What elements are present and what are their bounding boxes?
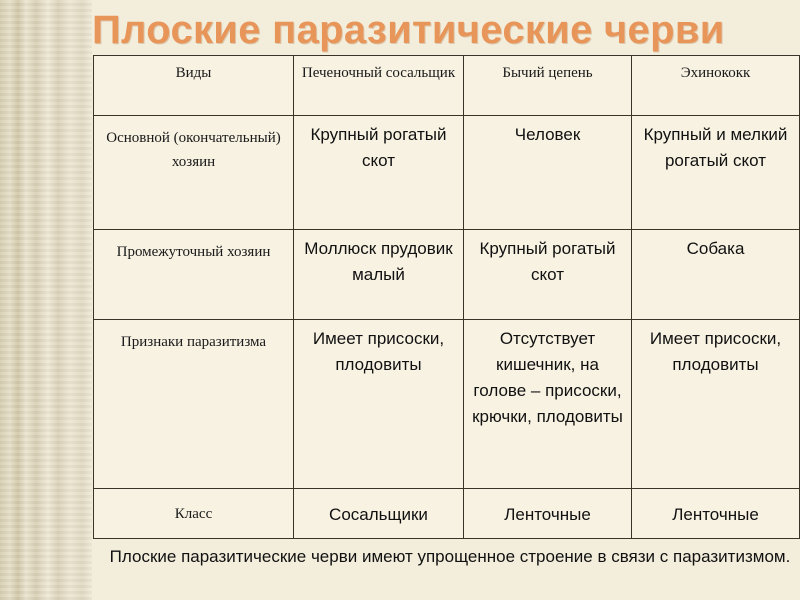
row-label-parasitism-signs: Признаки паразитизма bbox=[94, 320, 294, 489]
table-cell: Имеет присоски, плодовиты bbox=[632, 320, 800, 489]
decorative-left-band bbox=[0, 0, 92, 600]
table-row bbox=[94, 230, 800, 320]
slide-title: Плоские паразитические черви bbox=[92, 8, 725, 52]
table-cell: Моллюск прудовик малый bbox=[294, 230, 464, 320]
table-cell: Отсутствует кишечник, на голове – присоски, крючки, плодовиты bbox=[464, 320, 632, 489]
table-cell: Собака bbox=[632, 230, 800, 320]
slide-caption: Плоские паразитические черви имеют упрощенное строение в связи с паразитизмом. bbox=[109, 547, 791, 566]
table-cell: Крупный рогатый скот bbox=[294, 116, 464, 230]
table-row bbox=[94, 489, 800, 539]
table-cell: Имеет присоски, плодовиты bbox=[294, 320, 464, 489]
table-cell: Крупный и мелкий рогатый скот bbox=[632, 116, 800, 230]
row-label-class: Класс bbox=[94, 489, 294, 539]
header-cell-liver-fluke: Печеночный сосальщик bbox=[294, 56, 464, 116]
header-cell-species: Виды bbox=[94, 56, 294, 116]
row-label-definitive-host: Основной (окончательный) хозяин bbox=[94, 116, 294, 230]
table-cell: Крупный рогатый скот bbox=[464, 230, 632, 320]
table-cell: Ленточные bbox=[464, 489, 632, 539]
table-cell: Сосальщики bbox=[294, 489, 464, 539]
table-row bbox=[94, 116, 800, 230]
header-cell-beef-tapeworm: Бычий цепень bbox=[464, 56, 632, 116]
table-header-row bbox=[94, 56, 800, 116]
table-cell: Человек bbox=[464, 116, 632, 230]
table-row bbox=[94, 320, 800, 489]
header-cell-echinococcus: Эхинококк bbox=[632, 56, 800, 116]
row-label-intermediate-host: Промежуточный хозяин bbox=[94, 230, 294, 320]
table-cell: Ленточные bbox=[632, 489, 800, 539]
comparison-table bbox=[93, 55, 800, 539]
